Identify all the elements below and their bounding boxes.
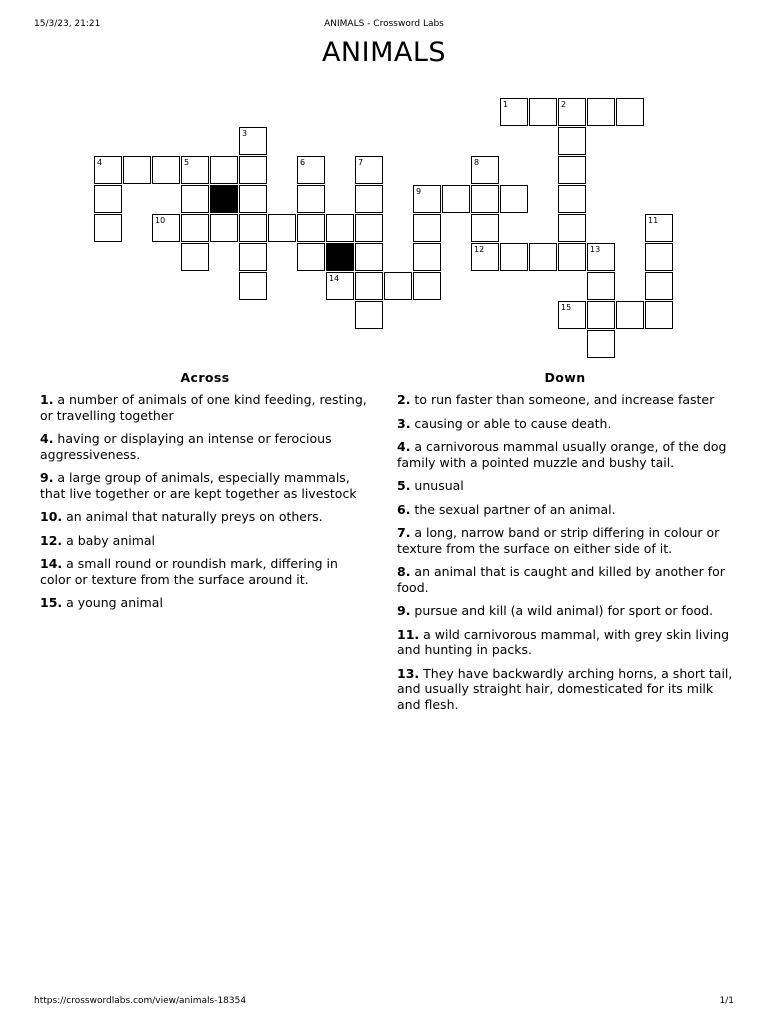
crossword-cell[interactable] xyxy=(587,330,615,358)
crossword-block-cell xyxy=(210,185,238,213)
down-clues xyxy=(397,370,733,720)
clue-number: 5 xyxy=(184,158,190,167)
crossword-cell[interactable] xyxy=(181,243,209,271)
clue-number: 4. xyxy=(397,439,411,454)
print-page-number: 1/1 xyxy=(719,996,734,1006)
crossword-block-cell xyxy=(326,243,354,271)
crossword-cell[interactable] xyxy=(297,214,325,242)
clue-text: the sexual partner of an animal. xyxy=(410,501,616,517)
print-document-title: ANIMALS - Crossword Labs xyxy=(324,19,444,29)
clue-text: a baby animal xyxy=(62,532,156,548)
clue-number: 6. xyxy=(397,501,411,517)
clue-number: 11 xyxy=(648,216,659,225)
crossword-cell[interactable] xyxy=(297,156,325,184)
crossword-cell[interactable] xyxy=(355,156,383,184)
crossword-cell[interactable] xyxy=(355,214,383,242)
clue-text: a wild carnivorous mammal, with grey skin living and hunting in packs. xyxy=(397,626,730,657)
crossword-cell[interactable] xyxy=(413,214,441,242)
clue-text: unusual xyxy=(410,478,464,493)
crossword-cell[interactable] xyxy=(268,214,296,242)
crossword-cell[interactable] xyxy=(558,185,586,213)
across-heading: Across xyxy=(180,370,230,385)
crossword-cell[interactable] xyxy=(210,214,238,242)
crossword-cell[interactable] xyxy=(326,272,354,300)
clue-number: 8 xyxy=(474,158,480,167)
clue-text: a carnivorous mammal usually orange, of the dog family with a pointed muzzle and bushy tail. xyxy=(397,439,727,470)
crossword-cell[interactable] xyxy=(616,98,644,126)
crossword-cell[interactable] xyxy=(94,156,122,184)
crossword-cell[interactable] xyxy=(471,156,499,184)
crossword-cell[interactable] xyxy=(239,156,267,184)
crossword-cell[interactable] xyxy=(355,272,383,300)
clue-number: 3. xyxy=(397,415,411,431)
clue-number: 9. xyxy=(397,603,411,618)
crossword-cell[interactable] xyxy=(239,272,267,300)
clue-number: 15. xyxy=(40,595,63,610)
crossword-cell[interactable] xyxy=(355,301,383,329)
clue-number: 13 xyxy=(590,245,601,254)
crossword-cell[interactable] xyxy=(587,243,615,271)
crossword-cell[interactable] xyxy=(645,272,673,300)
clue-number: 4. xyxy=(40,431,54,446)
crossword-cell[interactable] xyxy=(297,243,325,271)
crossword-cell[interactable] xyxy=(616,301,644,329)
crossword-cell[interactable] xyxy=(152,214,180,242)
down-clue xyxy=(397,392,733,408)
clue-text: an animal that naturally preys on others. xyxy=(62,509,323,524)
crossword-cell[interactable] xyxy=(558,127,586,155)
down-clue xyxy=(397,478,733,494)
crossword-cell[interactable] xyxy=(239,127,267,155)
clue-number: 9. xyxy=(40,470,54,485)
clue-text: pursue and kill (a wild animal) for sport or food. xyxy=(410,603,714,618)
crossword-cell[interactable] xyxy=(645,214,673,242)
clue-number: 14 xyxy=(329,274,340,283)
crossword-cell[interactable] xyxy=(587,272,615,300)
print-date: 15/3/23, 21:21 xyxy=(34,19,101,29)
crossword-cell[interactable] xyxy=(500,243,528,271)
down-clue xyxy=(397,666,733,713)
crossword-cell[interactable] xyxy=(355,185,383,213)
clue-number: 6 xyxy=(300,158,306,167)
crossword-cell[interactable] xyxy=(239,214,267,242)
down-clue xyxy=(397,525,733,556)
clue-number: 2. xyxy=(397,392,411,407)
crossword-cell[interactable] xyxy=(645,301,673,329)
crossword-cell[interactable] xyxy=(123,156,151,184)
clue-number: 7. xyxy=(397,525,411,540)
across-clue xyxy=(40,392,370,423)
crossword-cell[interactable] xyxy=(384,272,412,300)
across-clue-list xyxy=(40,392,370,611)
clue-text: a young animal xyxy=(62,595,163,610)
clue-number: 7 xyxy=(358,158,364,167)
clue-number: 9 xyxy=(416,187,422,196)
crossword-cell[interactable] xyxy=(558,301,586,329)
crossword-cell[interactable] xyxy=(558,98,586,126)
clue-number: 1. xyxy=(40,392,54,407)
crossword-cell[interactable] xyxy=(181,214,209,242)
crossword-cell[interactable] xyxy=(500,185,528,213)
clue-text: They have backwardly arching horns, a short tail, and usually straight hair, domesticated for its milk and flesh. xyxy=(397,665,733,712)
clue-text: causing or able to cause death. xyxy=(410,415,612,431)
clue-number: 13. xyxy=(397,665,420,681)
crossword-cell[interactable] xyxy=(326,214,354,242)
clue-text: a long, narrow band or strip differing in colour or texture from the surface on either side of it. xyxy=(397,525,720,556)
crossword-cell[interactable] xyxy=(500,98,528,126)
clue-number: 8. xyxy=(397,564,411,579)
down-clue xyxy=(397,416,733,432)
crossword-cell[interactable] xyxy=(297,185,325,213)
down-clue xyxy=(397,502,733,518)
across-clue xyxy=(40,509,370,525)
crossword-cell[interactable] xyxy=(471,214,499,242)
crossword-cell[interactable] xyxy=(152,156,180,184)
crossword-cell[interactable] xyxy=(94,185,122,213)
across-clues xyxy=(40,370,370,619)
crossword-cell[interactable] xyxy=(239,243,267,271)
crossword-cell[interactable] xyxy=(181,185,209,213)
clue-text: a large group of animals, especially mammals, that live together or are kept together as livestock xyxy=(40,470,357,501)
clue-number: 10. xyxy=(40,509,63,524)
clue-number: 15 xyxy=(561,303,572,312)
across-clue xyxy=(40,556,370,587)
clue-text: to run faster than someone, and increase faster xyxy=(410,392,715,407)
crossword-cell[interactable] xyxy=(529,98,557,126)
crossword-cell[interactable] xyxy=(94,214,122,242)
crossword-grid xyxy=(0,0,768,360)
crossword-cell[interactable] xyxy=(413,243,441,271)
crossword-cell[interactable] xyxy=(645,243,673,271)
crossword-cell[interactable] xyxy=(442,185,470,213)
down-heading: Down xyxy=(544,370,586,385)
clue-text: an animal that is caught and killed by another for food. xyxy=(397,564,725,595)
crossword-cell[interactable] xyxy=(210,156,238,184)
clue-number: 2 xyxy=(561,100,567,109)
clue-number: 12. xyxy=(40,532,63,548)
clue-number: 4 xyxy=(97,158,103,167)
crossword-cell[interactable] xyxy=(471,243,499,271)
print-footer xyxy=(0,994,768,1008)
clue-number: 12 xyxy=(474,245,485,254)
clue-number: 5. xyxy=(397,478,411,493)
clue-number: 3 xyxy=(242,129,248,138)
down-clue xyxy=(397,439,733,470)
crossword-cell[interactable] xyxy=(355,243,383,271)
crossword-cell[interactable] xyxy=(529,243,557,271)
print-url: https://crosswordlabs.com/view/animals-18354 xyxy=(34,996,247,1006)
clue-number: 1 xyxy=(503,100,509,109)
crossword-cell[interactable] xyxy=(558,214,586,242)
crossword-cell[interactable] xyxy=(239,185,267,213)
across-clue xyxy=(40,431,370,462)
down-clue-list xyxy=(397,392,733,712)
crossword-cell[interactable] xyxy=(587,301,615,329)
across-clue xyxy=(40,533,370,549)
clue-text: a number of animals of one kind feeding, resting, or travelling together xyxy=(40,392,367,423)
clue-text: a small round or roundish mark, differing in color or texture from the surface around it. xyxy=(40,556,338,587)
crossword-cell[interactable] xyxy=(181,156,209,184)
down-clue xyxy=(397,627,733,658)
across-clue xyxy=(40,470,370,501)
down-clue xyxy=(397,564,733,595)
clue-number: 14. xyxy=(40,556,63,571)
clue-text: having or displaying an intense or ferocious aggressiveness. xyxy=(40,431,332,462)
down-clue xyxy=(397,603,733,619)
crossword-cell[interactable] xyxy=(558,243,586,271)
crossword-cell[interactable] xyxy=(587,98,615,126)
crossword-cell[interactable] xyxy=(471,185,499,213)
crossword-cell[interactable] xyxy=(413,185,441,213)
clue-number: 10 xyxy=(155,216,166,225)
across-clue xyxy=(40,595,370,611)
crossword-cell[interactable] xyxy=(413,272,441,300)
clue-number: 11. xyxy=(397,626,420,642)
page-title: ANIMALS xyxy=(321,37,447,68)
crossword-cell[interactable] xyxy=(558,156,586,184)
